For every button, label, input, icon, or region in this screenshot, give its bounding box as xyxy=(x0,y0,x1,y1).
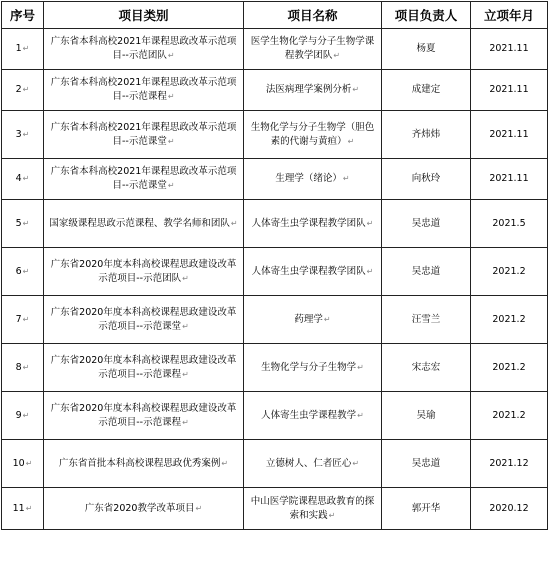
row-leader xyxy=(382,344,471,392)
row-name xyxy=(244,344,382,392)
paragraph-mark-icon: ↵ xyxy=(357,410,364,420)
row-leader-text: 郭开华 xyxy=(411,502,441,514)
row-leader xyxy=(382,440,471,488)
row-seq-text: 10 xyxy=(12,457,25,469)
row-leader-text: 吴忠道 xyxy=(411,265,441,277)
row-seq xyxy=(2,488,44,530)
row-name xyxy=(244,248,382,296)
row-category xyxy=(44,29,244,70)
row-category-text: 广东省2020教学改革项目 xyxy=(84,502,195,514)
row-date-text: 2021.11 xyxy=(489,128,529,140)
row-date-text: 2021.11 xyxy=(489,173,529,184)
row-seq-text: 5 xyxy=(15,217,22,229)
row-date-text: 2021.5 xyxy=(492,217,526,229)
row-seq xyxy=(2,70,44,111)
paragraph-mark-icon: ↵ xyxy=(366,266,374,276)
row-seq-text: 7 xyxy=(15,313,22,325)
table-row xyxy=(2,440,548,488)
row-name xyxy=(244,488,382,530)
row-category xyxy=(44,248,244,296)
paragraph-mark-icon: ↵ xyxy=(22,85,30,94)
row-leader-text: 汪雪兰 xyxy=(411,313,441,325)
row-date xyxy=(471,248,548,296)
row-seq xyxy=(2,440,44,488)
row-date-text: 2021.2 xyxy=(492,361,526,373)
row-seq xyxy=(2,159,44,200)
row-name xyxy=(244,200,382,248)
row-category xyxy=(44,200,244,248)
row-leader-text: 吴忠道 xyxy=(411,217,441,229)
row-seq-text: 8 xyxy=(15,361,22,373)
row-leader-text: 齐炜炜 xyxy=(411,128,441,140)
row-name xyxy=(244,70,382,111)
row-leader xyxy=(382,70,471,111)
row-seq-text: 3 xyxy=(15,128,22,140)
row-category xyxy=(44,159,244,200)
row-category-text: 广东省2020年度本科高校课程思政建设改革示范项目--示范课程 xyxy=(50,354,237,380)
row-name-text: 法医病理学案例分析 xyxy=(265,84,352,95)
row-leader xyxy=(382,488,471,530)
paragraph-mark-icon: ↵ xyxy=(333,51,341,60)
row-leader-text: 宋志宏 xyxy=(411,361,441,373)
row-leader xyxy=(382,200,471,248)
row-date xyxy=(471,159,548,200)
row-name-text: 人体寄生虫学课程教学团队 xyxy=(251,265,366,277)
row-date xyxy=(471,200,548,248)
header-category: 项目类别 xyxy=(44,2,244,29)
row-date xyxy=(471,29,548,70)
row-name-text: 人体寄生虫学课程教学团队 xyxy=(251,217,366,229)
row-seq xyxy=(2,200,44,248)
row-date xyxy=(471,296,548,344)
paragraph-mark-icon: ↵ xyxy=(352,85,360,94)
row-category-text: 广东省首批本科高校课程思政优秀案例 xyxy=(58,457,221,469)
row-category-text: 广东省本科高校2021年课程思政改革示范项目--示范课堂 xyxy=(50,166,237,191)
row-date xyxy=(471,111,548,159)
row-leader xyxy=(382,248,471,296)
paragraph-mark-icon: ↵ xyxy=(357,362,364,372)
paragraph-mark-icon: ↵ xyxy=(167,181,175,190)
row-leader xyxy=(382,29,471,70)
paragraph-mark-icon: ↵ xyxy=(347,136,355,146)
row-date xyxy=(471,440,548,488)
row-name xyxy=(244,29,382,70)
paragraph-mark-icon: ↵ xyxy=(22,314,30,324)
row-category-text: 广东省本科高校2021年课程思政改革示范项目--示范团队 xyxy=(50,36,237,61)
paragraph-mark-icon: ↵ xyxy=(167,92,175,101)
paragraph-mark-icon: ↵ xyxy=(22,218,30,228)
row-seq xyxy=(2,344,44,392)
paragraph-mark-icon: ↵ xyxy=(230,218,238,228)
row-date-text: 2021.12 xyxy=(489,457,529,469)
row-seq-text: 4 xyxy=(15,173,22,184)
row-name-text: 生物化学与分子生物学 xyxy=(261,361,357,373)
row-category xyxy=(44,344,244,392)
table-row xyxy=(2,70,548,111)
row-name-text: 生理学（绪论） xyxy=(275,173,342,184)
row-leader xyxy=(382,111,471,159)
paragraph-mark-icon: ↵ xyxy=(221,458,229,468)
row-leader-text: 吴忠道 xyxy=(411,457,441,469)
row-seq-text: 11 xyxy=(12,502,25,514)
row-name-text: 药理学 xyxy=(294,313,323,325)
row-seq xyxy=(2,248,44,296)
paragraph-mark-icon: ↵ xyxy=(167,51,175,60)
row-category xyxy=(44,111,244,159)
header-seq: 序号 xyxy=(2,2,44,29)
row-date xyxy=(471,344,548,392)
row-name-text: 医学生物化学与分子生物学课程教学团队 xyxy=(250,36,375,61)
row-date xyxy=(471,488,548,530)
paragraph-mark-icon: ↵ xyxy=(182,369,189,379)
paragraph-mark-icon: ↵ xyxy=(195,503,203,513)
paragraph-mark-icon: ↵ xyxy=(328,510,336,520)
row-date xyxy=(471,392,548,440)
row-category-text: 广东省2020年度本科高校课程思政建设改革示范项目--示范团队 xyxy=(50,258,237,284)
row-leader-text: 成建定 xyxy=(411,84,441,95)
row-category-text: 广东省2020年度本科高校课程思政建设改革示范项目--示范课堂 xyxy=(50,306,237,332)
row-name-text: 中山医学院课程思政教育的探索和实践 xyxy=(250,495,375,521)
row-name-text: 立德树人、仁者匠心 xyxy=(265,457,352,469)
row-seq-text: 1 xyxy=(15,43,22,54)
row-leader-text: 杨夏 xyxy=(416,43,436,54)
row-seq xyxy=(2,111,44,159)
row-name xyxy=(244,159,382,200)
paragraph-mark-icon: ↵ xyxy=(22,44,30,53)
row-category xyxy=(44,488,244,530)
table-row xyxy=(2,200,548,248)
row-category-text: 广东省本科高校2021年课程思政改革示范项目--示范课堂 xyxy=(50,121,237,147)
table-row xyxy=(2,392,548,440)
row-leader-text: 吴瑜 xyxy=(416,409,436,421)
paragraph-mark-icon: ↵ xyxy=(182,417,189,427)
row-category-text: 广东省2020年度本科高校课程思政建设改革示范项目--示范课程 xyxy=(50,402,237,428)
row-date-text: 2021.11 xyxy=(489,43,529,54)
paragraph-mark-icon: ↵ xyxy=(25,503,33,513)
row-date-text: 2021.2 xyxy=(492,313,526,325)
row-date-text: 2021.11 xyxy=(489,84,529,95)
paragraph-mark-icon: ↵ xyxy=(22,174,30,183)
row-seq-text: 6 xyxy=(15,265,22,277)
paragraph-mark-icon: ↵ xyxy=(352,458,360,468)
row-date xyxy=(471,70,548,111)
row-date-text: 2020.12 xyxy=(489,502,529,514)
header-leader: 项目负责人 xyxy=(382,2,471,29)
row-seq xyxy=(2,29,44,70)
table-row xyxy=(2,488,548,530)
row-name xyxy=(244,296,382,344)
table-row xyxy=(2,29,548,70)
header-date: 立项年月 xyxy=(471,2,548,29)
paragraph-mark-icon: ↵ xyxy=(22,362,30,372)
row-category xyxy=(44,296,244,344)
row-leader xyxy=(382,159,471,200)
row-category xyxy=(44,392,244,440)
row-seq xyxy=(2,392,44,440)
paragraph-mark-icon: ↵ xyxy=(182,321,189,331)
paragraph-mark-icon: ↵ xyxy=(342,174,350,183)
table-row xyxy=(2,159,548,200)
row-name-text: 人体寄生虫学课程教学 xyxy=(261,409,357,421)
paragraph-mark-icon: ↵ xyxy=(22,266,30,276)
row-category xyxy=(44,70,244,111)
header-row xyxy=(2,2,548,29)
table-row xyxy=(2,111,548,159)
projects-table xyxy=(1,1,548,530)
row-seq-text: 9 xyxy=(15,409,22,421)
row-date-text: 2021.2 xyxy=(492,265,526,277)
paragraph-mark-icon: ↵ xyxy=(366,218,374,228)
paragraph-mark-icon: ↵ xyxy=(167,136,175,146)
table-row xyxy=(2,248,548,296)
table-row xyxy=(2,344,548,392)
row-name xyxy=(244,111,382,159)
paragraph-mark-icon: ↵ xyxy=(22,410,30,420)
row-leader xyxy=(382,392,471,440)
row-seq-text: 2 xyxy=(15,84,22,95)
header-name: 项目名称 xyxy=(244,2,382,29)
row-category-text: 国家级课程思政示范课程、教学名师和团队 xyxy=(49,217,230,229)
paragraph-mark-icon: ↵ xyxy=(22,129,30,139)
paragraph-mark-icon: ↵ xyxy=(182,273,189,283)
row-name xyxy=(244,440,382,488)
row-name xyxy=(244,392,382,440)
table-row xyxy=(2,296,548,344)
row-name-text: 生物化学与分子生物学（胆色素的代谢与黄疸） xyxy=(250,121,375,147)
paragraph-mark-icon: ↵ xyxy=(323,314,331,324)
row-seq xyxy=(2,296,44,344)
row-leader xyxy=(382,296,471,344)
row-category-text: 广东省本科高校2021年课程思政改革示范项目--示范课程 xyxy=(50,77,237,102)
row-leader-text: 向秋玲 xyxy=(411,173,441,184)
row-category xyxy=(44,440,244,488)
row-date-text: 2021.2 xyxy=(492,409,526,421)
paragraph-mark-icon: ↵ xyxy=(25,458,33,468)
